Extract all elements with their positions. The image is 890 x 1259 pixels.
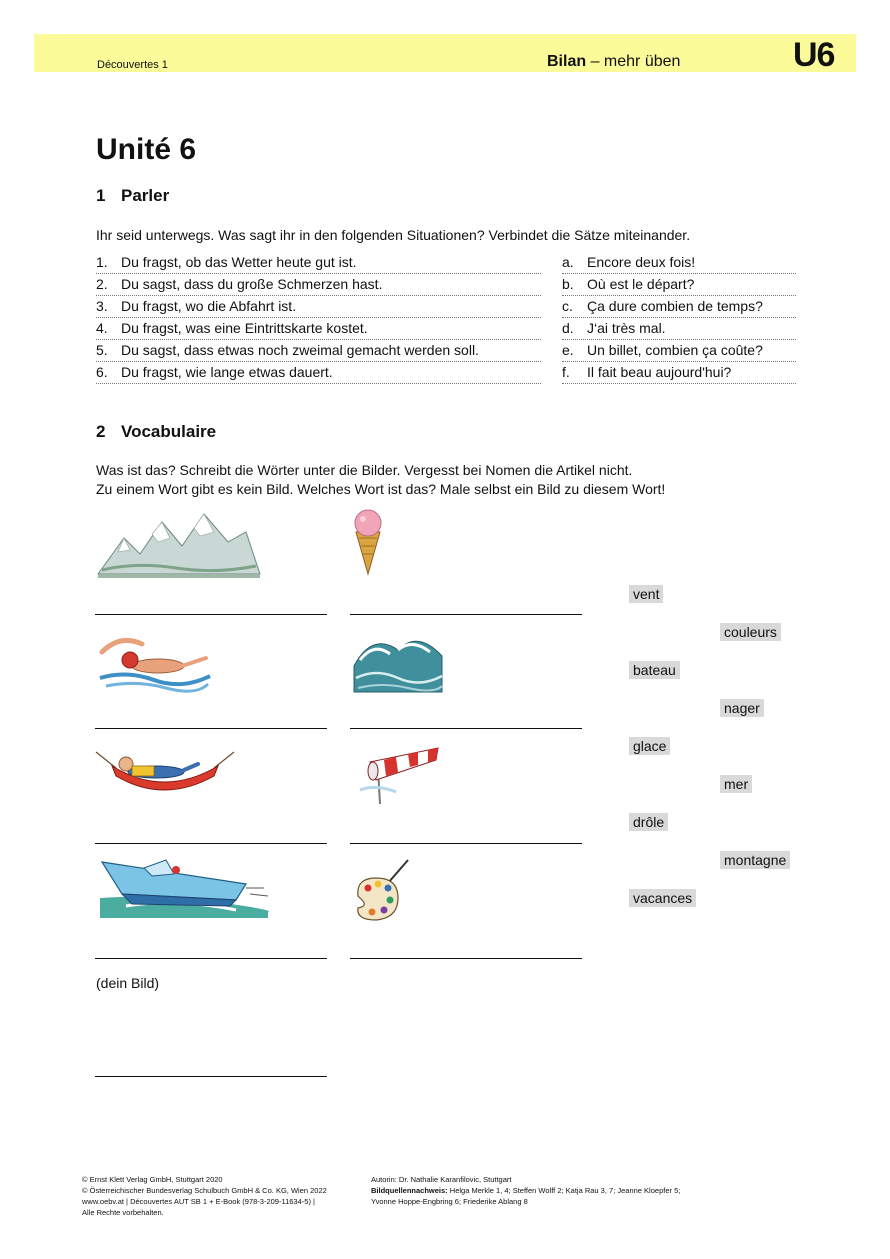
footer-copyright-line: www.oebv.at | Découvertes AUT SB 1 + E-Book (978-3-209-11634-5) |	[82, 1197, 315, 1206]
exercise-2-instruction-line-2: Zu einem Wort gibt es kein Bild. Welches Wort ist das? Male selbst ein Bild zu diesem Wort!	[96, 481, 666, 497]
exercise-1-title: Parler	[121, 186, 170, 205]
answer-line-4[interactable]	[350, 728, 582, 729]
footer-copyright-line: © Ernst Klett Verlag GmbH, Stuttgart 2020	[82, 1175, 223, 1184]
footer-credits-line-2: Yvonne Hoppe-Engbring 6; Friederike Ablang 8	[371, 1197, 528, 1206]
phrase-row	[562, 274, 796, 296]
situation-number: 2.	[96, 276, 108, 292]
phrase-letter: d.	[562, 320, 574, 336]
phrase-letter: b.	[562, 276, 574, 292]
unit-badge: U6	[793, 36, 835, 74]
phrase-text: Encore deux fois!	[587, 254, 696, 270]
exercise-1-instruction: Ihr seid unterwegs. Was sagt ihr in den folgenden Situationen? Verbindet die Sätze miteinander.	[96, 227, 691, 243]
footer-credits	[371, 1174, 701, 1207]
exercise-2-instruction-line-1: Was ist das? Schreibt die Wörter unter die Bilder. Vergesst bei Nomen die Artikel nicht.	[96, 462, 633, 478]
own-picture-label: (dein Bild)	[96, 975, 160, 991]
word-chip-drole: drôle	[629, 813, 668, 831]
exercise-2-heading	[96, 422, 216, 442]
exercise-2-title: Vocabulaire	[121, 422, 217, 441]
answer-line-5[interactable]	[95, 843, 327, 844]
situation-text: Du sagst, dass etwas noch zweimal gemacht werden soll.	[121, 342, 479, 358]
page-title: Unité 6	[96, 133, 197, 166]
phrase-row	[562, 340, 796, 362]
footer-copyright	[82, 1174, 327, 1218]
phrase-text: Où est le départ?	[587, 276, 695, 292]
phrase-text: J‘ai très mal.	[587, 320, 666, 336]
situation-number: 6.	[96, 364, 108, 380]
answer-line-7[interactable]	[95, 958, 327, 959]
situation-number: 5.	[96, 342, 108, 358]
situation-number: 1.	[96, 254, 108, 270]
situation-text: Du fragst, wie lange etwas dauert.	[121, 364, 333, 380]
footer-copyright-line: © Österreichischer Bundesverlag Schulbuch GmbH & Co. KG, Wien 2022	[82, 1186, 327, 1195]
word-chip-bateau: bateau	[629, 661, 680, 679]
phrase-letter: c.	[562, 298, 573, 314]
phrase-text: Il fait beau aujourd'hui?	[587, 364, 732, 380]
word-chip-vacances: vacances	[629, 889, 696, 907]
exercise-1-heading	[96, 186, 169, 206]
situation-row	[96, 296, 541, 318]
situation-row	[96, 362, 541, 384]
situation-row	[96, 340, 541, 362]
phrases-list	[562, 252, 796, 384]
footer-credits-line-1: Helga Merkle 1, 4; Steffen Wolff 2; Katja Rau 3, 7; Jeanne Kloepfer 5;	[447, 1186, 681, 1195]
phrase-row	[562, 252, 796, 274]
sea-waves-picture	[352, 626, 444, 694]
word-chip-mer: mer	[720, 775, 752, 793]
phrase-row	[562, 318, 796, 340]
answer-line-6[interactable]	[350, 843, 582, 844]
footer-credits-label: Bildquellennachweis:	[371, 1186, 448, 1195]
word-chip-couleurs: couleurs	[720, 623, 781, 641]
footer-author: Autorin: Dr. Nathalie Karanfilovic, Stuttgart	[371, 1175, 512, 1184]
word-chip-nager: nager	[720, 699, 764, 717]
book-title: Découvertes 1	[97, 59, 168, 71]
situation-row	[96, 252, 541, 274]
exercise-1-number: 1	[96, 186, 106, 205]
answer-line-8[interactable]	[350, 958, 582, 959]
situation-text: Du sagst, dass du große Schmerzen hast.	[121, 276, 383, 292]
motorboat-picture	[96, 854, 272, 920]
section-title-rest: – mehr üben	[586, 53, 681, 70]
footer-copyright-line: Alle Rechte vorbehalten.	[82, 1208, 164, 1217]
answer-line-2[interactable]	[350, 614, 582, 615]
answer-line-own-picture[interactable]	[95, 1076, 327, 1077]
situations-list	[96, 252, 541, 384]
situation-text: Du fragst, wo die Abfahrt ist.	[121, 298, 297, 314]
exercise-2-instruction	[96, 461, 665, 499]
situation-number: 3.	[96, 298, 108, 314]
swimmer-picture	[96, 626, 214, 694]
answer-line-3[interactable]	[95, 728, 327, 729]
hammock-picture	[94, 742, 236, 792]
windsock-picture	[356, 740, 440, 806]
situation-row	[96, 318, 541, 340]
phrase-text: Ça dure combien de temps?	[587, 298, 763, 314]
word-chip-montagne: montagne	[720, 851, 790, 869]
answer-line-1[interactable]	[95, 614, 327, 615]
situation-number: 4.	[96, 320, 108, 336]
exercise-2-number: 2	[96, 422, 106, 441]
phrase-letter: e.	[562, 342, 574, 358]
situation-row	[96, 274, 541, 296]
phrase-letter: a.	[562, 254, 574, 270]
phrase-row	[562, 362, 796, 384]
section-title-bold: Bilan	[547, 53, 587, 70]
situation-text: Du fragst, ob das Wetter heute gut ist.	[121, 254, 357, 270]
word-chip-glace: glace	[629, 737, 670, 755]
mountains-picture	[96, 508, 262, 580]
word-chip-vent: vent	[629, 585, 663, 603]
situation-text: Du fragst, was eine Eintrittskarte kostet.	[121, 320, 368, 336]
phrase-letter: f.	[562, 364, 570, 380]
phrase-row	[562, 296, 796, 318]
phrase-text: Un billet, combien ça coûte?	[587, 342, 763, 358]
section-title	[547, 53, 680, 71]
ice-cream-picture	[348, 506, 388, 576]
paint-palette-picture	[352, 856, 410, 924]
